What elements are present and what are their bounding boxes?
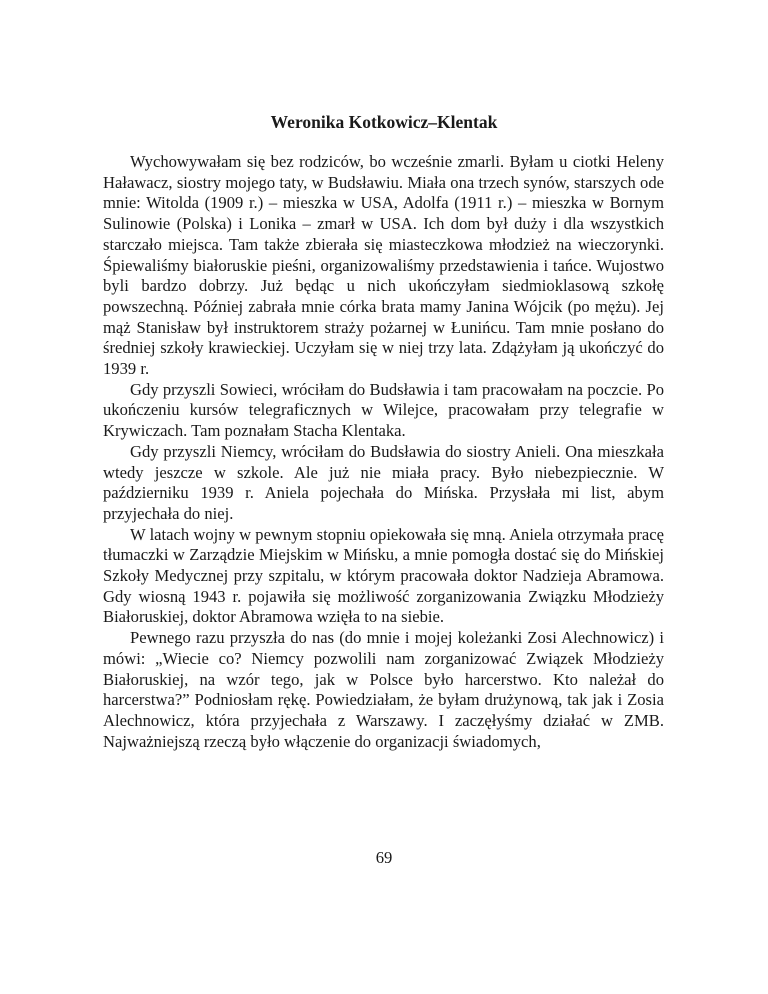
paragraph: Gdy przyszli Niemcy, wróciłam do Budsławia do siostry Anieli. Ona mieszkała wtedy jeszcze w szkole. Ale już nie miała pracy. Było niebezpiecznie. W październiku 1939 r. Aniela pojechała do Mińska. Przysłała mi list, abym przyjechała do niej. (103, 441, 664, 523)
paragraph: W latach wojny w pewnym stopniu opiekowała się mną. Aniela otrzymała pracę tłumaczki w Zarządzie Miejskim w Mińsku, a mnie pomogła dostać się do Mińskiej Szkoły Medycznej przy szpitalu, w którym pracowała doktor Nadzieja Abramowa. Gdy wiosną 1943 r. pojawiła się możliwość zorganizowania Związku Młodzieży Białoruskiej, doktor Abramowa wzięła to na siebie. (103, 524, 664, 627)
paragraph: Wychowywałam się bez rodziców, bo wcześnie zmarli. Byłam u ciotki Heleny Haławacz, siostry mojego taty, w Budsławiu. Miała ona trzech synów, starszych ode mnie: Witolda (1909 r.) – mieszka w USA, Adolfa (1911 r.) – mieszka w Bornym Sulinowie (Polska) i Lonika – zmarł w USA. Ich dom był duży i dla wszystkich starczało miejsca. Tam także zbierała się miasteczkowa młodzież na wieczorynki. Śpiewaliśmy białoruskie pieśni, organizowaliśmy przedstawienia i tańce. Wujostwo byli bardzo dobrzy. Już będąc u nich ukończyłam siedmioklasową szkołę powszechną. Później zabrała mnie córka brata mamy Janina Wójcik (po mężu). Jej mąż Stanisław był instruktorem straży pożarnej w Łunińcu. Tam mnie posłano do średniej szkoły krawieckiej. Uczyłam się w niej trzy lata. Zdążyłam ją ukończyć do 1939 r. (103, 152, 664, 379)
chapter-title: Weronika Kotkowicz–Klentak (270, 112, 498, 132)
page-number: 69 (375, 848, 393, 867)
paragraph: Gdy przyszli Sowieci, wróciłam do Budsławia i tam pracowałam na poczcie. Po ukończeniu kursów telegraficznych w Wilejce, pracowałam przy telegrafie w Krywiczach. Tam poznałam Stacha Klentaka. (103, 379, 664, 441)
paragraph: Pewnego razu przyszła do nas (do mnie i mojej koleżanki Zosi Alechnowicz) i mówi: „Wiecie co? Niemcy pozwolili nam zorganizować Związek Młodzieży Białoruskiej, na wzór tego, jak w Polsce było harcerstwo. Kto należał do harcerstwa?” Podniosłam rękę. Powiedziałam, że byłam drużynową, tak jak i Zosia Alechnowicz, która przyjechała z Warszawy. I zaczęłyśmy działać w ZMB. Najważniejszą rzeczą było włączenie do organizacji świadomych, (103, 628, 664, 751)
body-text (103, 152, 664, 752)
